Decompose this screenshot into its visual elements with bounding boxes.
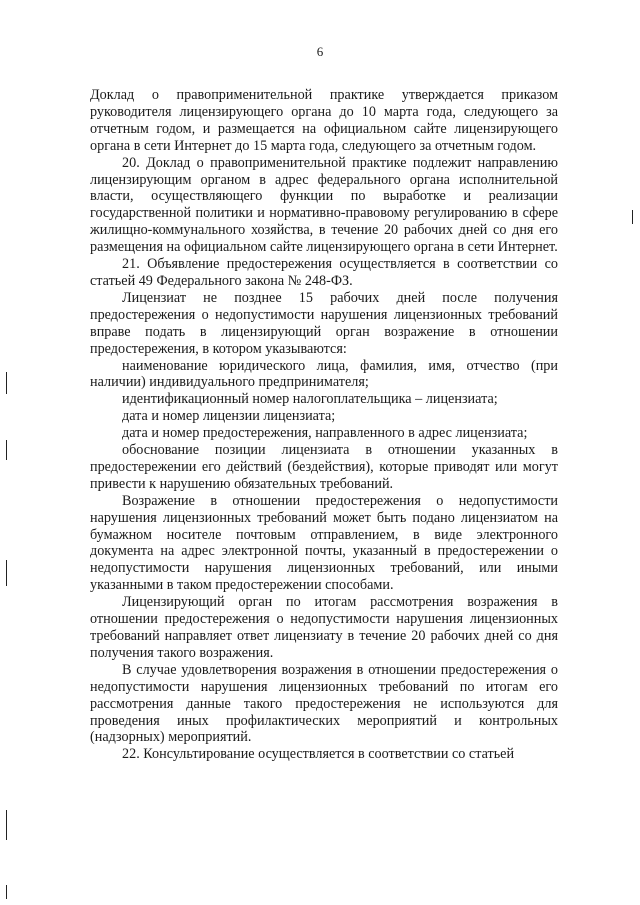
paragraph-22: 22. Консультирование осуществляется в соответствии со статьей [122, 746, 515, 763]
paragraph-21: 21. Объявление предостережения осуществляется в соответствии со статьей 49 Федерального закона № 248-ФЗ. [90, 256, 558, 289]
page-number: 6 [316, 44, 324, 59]
scan-mark [6, 560, 7, 586]
paragraph-objection-submission: Возражение в отношении предостережения о недопустимости нарушения лицензионных требований может быть подано лицензиатом на бумажном носителе почтовым отправлением, в виде электронного документа на адрес электронной почты, указанный в предостережении о недопустимости нарушения лицензионных требований, или иными указанными в таком предостережении способами. [90, 492, 558, 594]
list-item-license: дата и номер лицензии лицензиата; [122, 408, 336, 425]
scan-mark [6, 885, 7, 899]
scan-mark [6, 810, 7, 840]
scan-mark [6, 372, 7, 394]
paragraph-objection-right: Лицензиат не позднее 15 рабочих дней после получения предостережения о недопустимости нарушения лицензионных требований вправе подать в лицензирующий орган возражение в отношении предостережения, в котором указываются: [90, 289, 558, 357]
document-body [90, 87, 558, 763]
paragraph-objection-response: Лицензирующий орган по итогам рассмотрения возражения в отношении предостережения о недопустимости нарушения лицензионных требований направляет ответ лицензиату в течение 20 рабочих дней со дня получения такого возражения. [90, 594, 558, 661]
scan-mark [632, 210, 633, 224]
list-item-justification: обоснование позиции лицензиата в отношении указанных в предостережении его действий (бездействия), которые приводят или могут привести к нарушению обязательных требований. [90, 442, 558, 492]
list-item-name: наименование юридического лица, фамилия, имя, отчество (при наличии) индивидуального предпринимателя; [90, 357, 558, 391]
paragraph-20: 20. Доклад о правоприменительной практике подлежит направлению лицензирующим органом в адрес федерального органа исполнительной власти, осуществляющего функции по выработке и реализации государственной политики и нормативно-правовому регулированию в сфере жилищно-коммунального хозяйства, в течение 20 рабочих дней со дня его размещения на официальном сайте лицензирующего органа в сети Интернет. [90, 154, 558, 256]
scan-mark [6, 440, 7, 460]
paragraph-report-approval: Доклад о правоприменительной практике утверждается приказом руководителя лицензирующего органа до 10 марта года, следующего за отчетным годом, и размещается на официальном сайте лицензирующего органа в сети Интернет до 15 марта года, следующего за отчетным годом. [90, 87, 558, 154]
list-item-warning-number: дата и номер предостережения, направленного в адрес лицензиата; [122, 425, 528, 442]
list-item-inn: идентификационный номер налогоплательщика – лицензиата; [122, 391, 498, 408]
paragraph-objection-satisfied: В случае удовлетворения возражения в отношении предостережения о недопустимости нарушения лицензионных требований по итогам его рассмотрения данные такого предостережения не используются для проведения иных профилактических мероприятий и контрольных (надзорных) мероприятий. [90, 661, 558, 746]
